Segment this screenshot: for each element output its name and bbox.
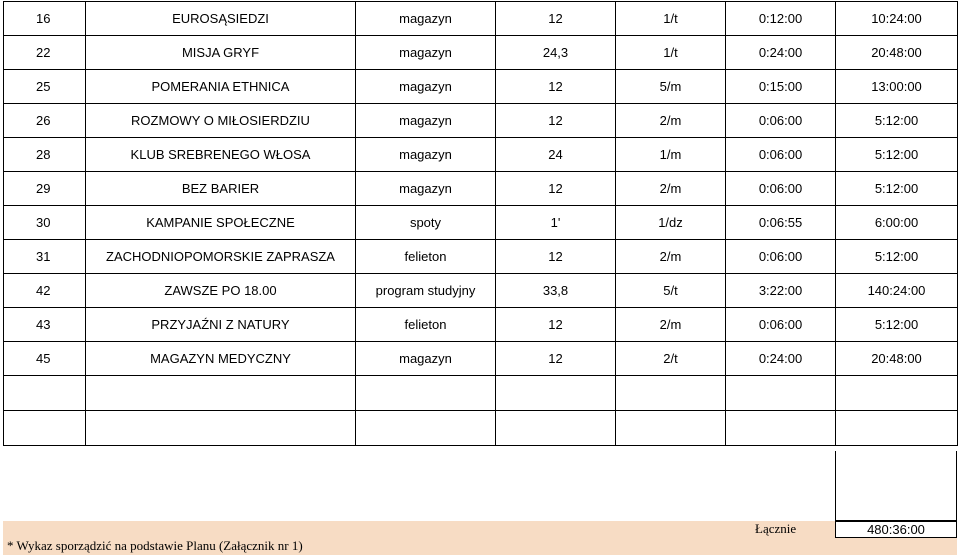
table-row bbox=[4, 138, 958, 172]
cell-number: 26 bbox=[4, 104, 86, 138]
cell-time: 0:06:00 bbox=[726, 172, 836, 206]
cell-type: spoty bbox=[356, 206, 496, 240]
schedule-table-body bbox=[4, 2, 958, 376]
cell-title: EUROSĄSIEDZI bbox=[86, 2, 356, 36]
cell-total: 5:12:00 bbox=[836, 308, 958, 342]
cell-frequency: 2/t bbox=[616, 342, 726, 376]
total-area bbox=[3, 451, 957, 521]
cell-frequency: 1/m bbox=[616, 138, 726, 172]
cell-number: 31 bbox=[4, 240, 86, 274]
cell-frequency: 2/m bbox=[616, 104, 726, 138]
cell-duration: 24 bbox=[496, 138, 616, 172]
cell-duration: 24,3 bbox=[496, 36, 616, 70]
cell-total: 5:12:00 bbox=[836, 240, 958, 274]
cell-title: MAGAZYN MEDYCZNY bbox=[86, 342, 356, 376]
cell-time: 0:06:55 bbox=[726, 206, 836, 240]
total-value: 480:36:00 bbox=[835, 521, 957, 538]
table-row bbox=[4, 308, 958, 342]
footnote: * Wykaz sporządzić na podstawie Planu (Załącznik nr 1) bbox=[7, 538, 303, 553]
cell-duration: 12 bbox=[496, 172, 616, 206]
cell-number: 30 bbox=[4, 206, 86, 240]
cell-duration: 12 bbox=[496, 104, 616, 138]
cell-frequency: 1/t bbox=[616, 36, 726, 70]
cell-type: magazyn bbox=[356, 138, 496, 172]
cell-type: magazyn bbox=[356, 342, 496, 376]
cell-time: 0:06:00 bbox=[726, 308, 836, 342]
cell-title: KLUB SREBRENEGO WŁOSA bbox=[86, 138, 356, 172]
cell-frequency: 2/m bbox=[616, 240, 726, 274]
cell-time: 0:12:00 bbox=[726, 2, 836, 36]
footer-band bbox=[3, 521, 957, 555]
cell-duration: 1' bbox=[496, 206, 616, 240]
total-cell-frame bbox=[835, 451, 957, 521]
cell-number: 43 bbox=[4, 308, 86, 342]
cell-type: felieton bbox=[356, 308, 496, 342]
cell-total: 20:48:00 bbox=[836, 342, 958, 376]
cell-type: magazyn bbox=[356, 172, 496, 206]
cell-type: felieton bbox=[356, 240, 496, 274]
cell-title: MISJA GRYF bbox=[86, 36, 356, 70]
table-row bbox=[4, 36, 958, 70]
cell-type: magazyn bbox=[356, 104, 496, 138]
cell-total: 20:48:00 bbox=[836, 36, 958, 70]
schedule-table bbox=[3, 1, 958, 446]
table-row bbox=[4, 274, 958, 308]
table-row bbox=[4, 172, 958, 206]
cell-number: 25 bbox=[4, 70, 86, 104]
cell-title: POMERANIA ETHNICA bbox=[86, 70, 356, 104]
cell-duration: 12 bbox=[496, 342, 616, 376]
cell-type: program studyjny bbox=[356, 274, 496, 308]
cell-title: PRZYJAŹNI Z NATURY bbox=[86, 308, 356, 342]
table-row bbox=[4, 342, 958, 376]
cell-type: magazyn bbox=[356, 2, 496, 36]
cell-duration: 12 bbox=[496, 308, 616, 342]
cell-number: 45 bbox=[4, 342, 86, 376]
cell-duration: 12 bbox=[496, 70, 616, 104]
cell-frequency: 2/m bbox=[616, 172, 726, 206]
cell-time: 0:06:00 bbox=[726, 138, 836, 172]
cell-title: KAMPANIE SPOŁECZNE bbox=[86, 206, 356, 240]
cell-total: 5:12:00 bbox=[836, 172, 958, 206]
cell-title: ZAWSZE PO 18.00 bbox=[86, 274, 356, 308]
cell-number: 16 bbox=[4, 2, 86, 36]
cell-time: 3:22:00 bbox=[726, 274, 836, 308]
cell-time: 0:24:00 bbox=[726, 36, 836, 70]
total-label: Łącznie bbox=[755, 521, 797, 536]
cell-frequency: 5/m bbox=[616, 70, 726, 104]
cell-number: 22 bbox=[4, 36, 86, 70]
blank-row bbox=[4, 376, 958, 411]
cell-time: 0:06:00 bbox=[726, 104, 836, 138]
cell-duration: 12 bbox=[496, 2, 616, 36]
table-row bbox=[4, 70, 958, 104]
cell-title: ROZMOWY O MIŁOSIERDZIU bbox=[86, 104, 356, 138]
cell-time: 0:06:00 bbox=[726, 240, 836, 274]
table-row bbox=[4, 104, 958, 138]
blank-row bbox=[4, 411, 958, 446]
cell-number: 28 bbox=[4, 138, 86, 172]
cell-time: 0:24:00 bbox=[726, 342, 836, 376]
cell-title: BEZ BARIER bbox=[86, 172, 356, 206]
cell-total: 5:12:00 bbox=[836, 104, 958, 138]
cell-time: 0:15:00 bbox=[726, 70, 836, 104]
cell-duration: 33,8 bbox=[496, 274, 616, 308]
cell-frequency: 1/t bbox=[616, 2, 726, 36]
cell-duration: 12 bbox=[496, 240, 616, 274]
cell-number: 42 bbox=[4, 274, 86, 308]
cell-frequency: 1/dz bbox=[616, 206, 726, 240]
cell-total: 6:00:00 bbox=[836, 206, 958, 240]
cell-total: 5:12:00 bbox=[836, 138, 958, 172]
cell-frequency: 5/t bbox=[616, 274, 726, 308]
table-row bbox=[4, 2, 958, 36]
cell-type: magazyn bbox=[356, 36, 496, 70]
cell-type: magazyn bbox=[356, 70, 496, 104]
cell-total: 13:00:00 bbox=[836, 70, 958, 104]
cell-total: 140:24:00 bbox=[836, 274, 958, 308]
cell-total: 10:24:00 bbox=[836, 2, 958, 36]
table-row bbox=[4, 206, 958, 240]
table-row bbox=[4, 240, 958, 274]
cell-title: ZACHODNIOPOMORSKIE ZAPRASZA bbox=[86, 240, 356, 274]
cell-number: 29 bbox=[4, 172, 86, 206]
cell-frequency: 2/m bbox=[616, 308, 726, 342]
